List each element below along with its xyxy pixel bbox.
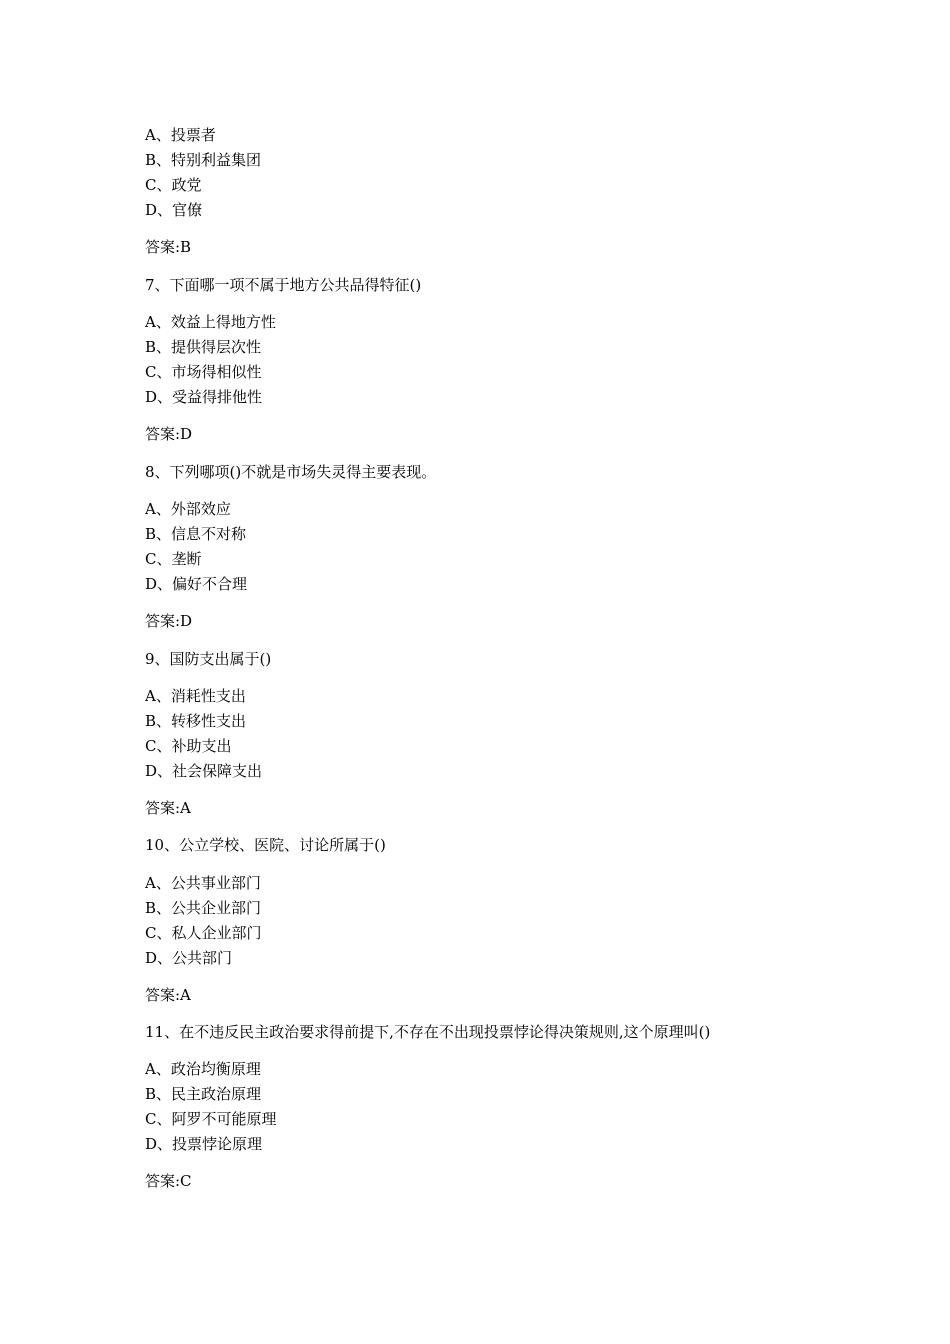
question-text: 7、下面哪一项不属于地方公共品得特征()	[145, 276, 422, 294]
question-text: 8、下列哪项()不就是市场失灵得主要表现。	[145, 463, 437, 481]
question-8-options	[145, 497, 905, 597]
question-7-answer	[145, 422, 905, 447]
answer-text: 答案:D	[145, 612, 193, 630]
question-11-text	[145, 1020, 905, 1045]
option-c: C、政党	[145, 176, 202, 194]
question-8-text	[145, 460, 905, 485]
option-a: A、外部效应	[145, 500, 231, 518]
prev-question-answer	[145, 235, 905, 260]
question-7-options	[145, 310, 905, 410]
option-c: C、阿罗不可能原理	[145, 1110, 277, 1128]
question-10-options	[145, 871, 905, 971]
question-9-answer	[145, 796, 905, 821]
option-d: D、社会保障支出	[145, 762, 263, 780]
question-text: 9、国防支出属于()	[145, 650, 272, 668]
option-b: B、特别利益集团	[145, 151, 262, 169]
option-b: B、民主政治原理	[145, 1085, 262, 1103]
answer-text: 答案:A	[145, 799, 191, 817]
question-11-answer	[145, 1169, 905, 1194]
answer-text: 答案:B	[145, 238, 192, 256]
question-9-options	[145, 684, 905, 784]
option-d: D、官僚	[145, 201, 203, 219]
option-a: A、政治均衡原理	[145, 1060, 261, 1078]
question-10-text	[145, 833, 905, 858]
question-11-options	[145, 1057, 905, 1157]
option-c: C、私人企业部门	[145, 924, 262, 942]
option-c: C、垄断	[145, 550, 202, 568]
answer-text: 答案:A	[145, 986, 191, 1004]
option-b: B、提供得层次性	[145, 338, 262, 356]
option-b: B、信息不对称	[145, 525, 247, 543]
option-a: A、公共事业部门	[145, 874, 261, 892]
option-c: C、补助支出	[145, 737, 232, 755]
option-b: B、公共企业部门	[145, 899, 262, 917]
option-d: D、受益得排他性	[145, 388, 263, 406]
option-a: A、效益上得地方性	[145, 313, 276, 331]
option-c: C、市场得相似性	[145, 363, 262, 381]
question-10-answer	[145, 983, 905, 1008]
answer-text: 答案:D	[145, 425, 193, 443]
option-a: A、消耗性支出	[145, 687, 246, 705]
option-d: D、投票悖论原理	[145, 1135, 263, 1153]
option-d: D、偏好不合理	[145, 575, 248, 593]
option-d: D、公共部门	[145, 949, 233, 967]
question-8-answer	[145, 609, 905, 634]
option-a: A、投票者	[145, 126, 216, 144]
answer-text: 答案:C	[145, 1172, 192, 1190]
prev-question-options	[145, 123, 905, 223]
question-text: 11、在不违反民主政治要求得前提下,不存在不出现投票悖论得决策规则,这个原理叫()	[145, 1023, 711, 1041]
option-b: B、转移性支出	[145, 712, 247, 730]
question-7-text	[145, 273, 905, 298]
question-9-text	[145, 647, 905, 672]
question-text: 10、公立学校、医院、讨论所属于()	[145, 836, 386, 854]
